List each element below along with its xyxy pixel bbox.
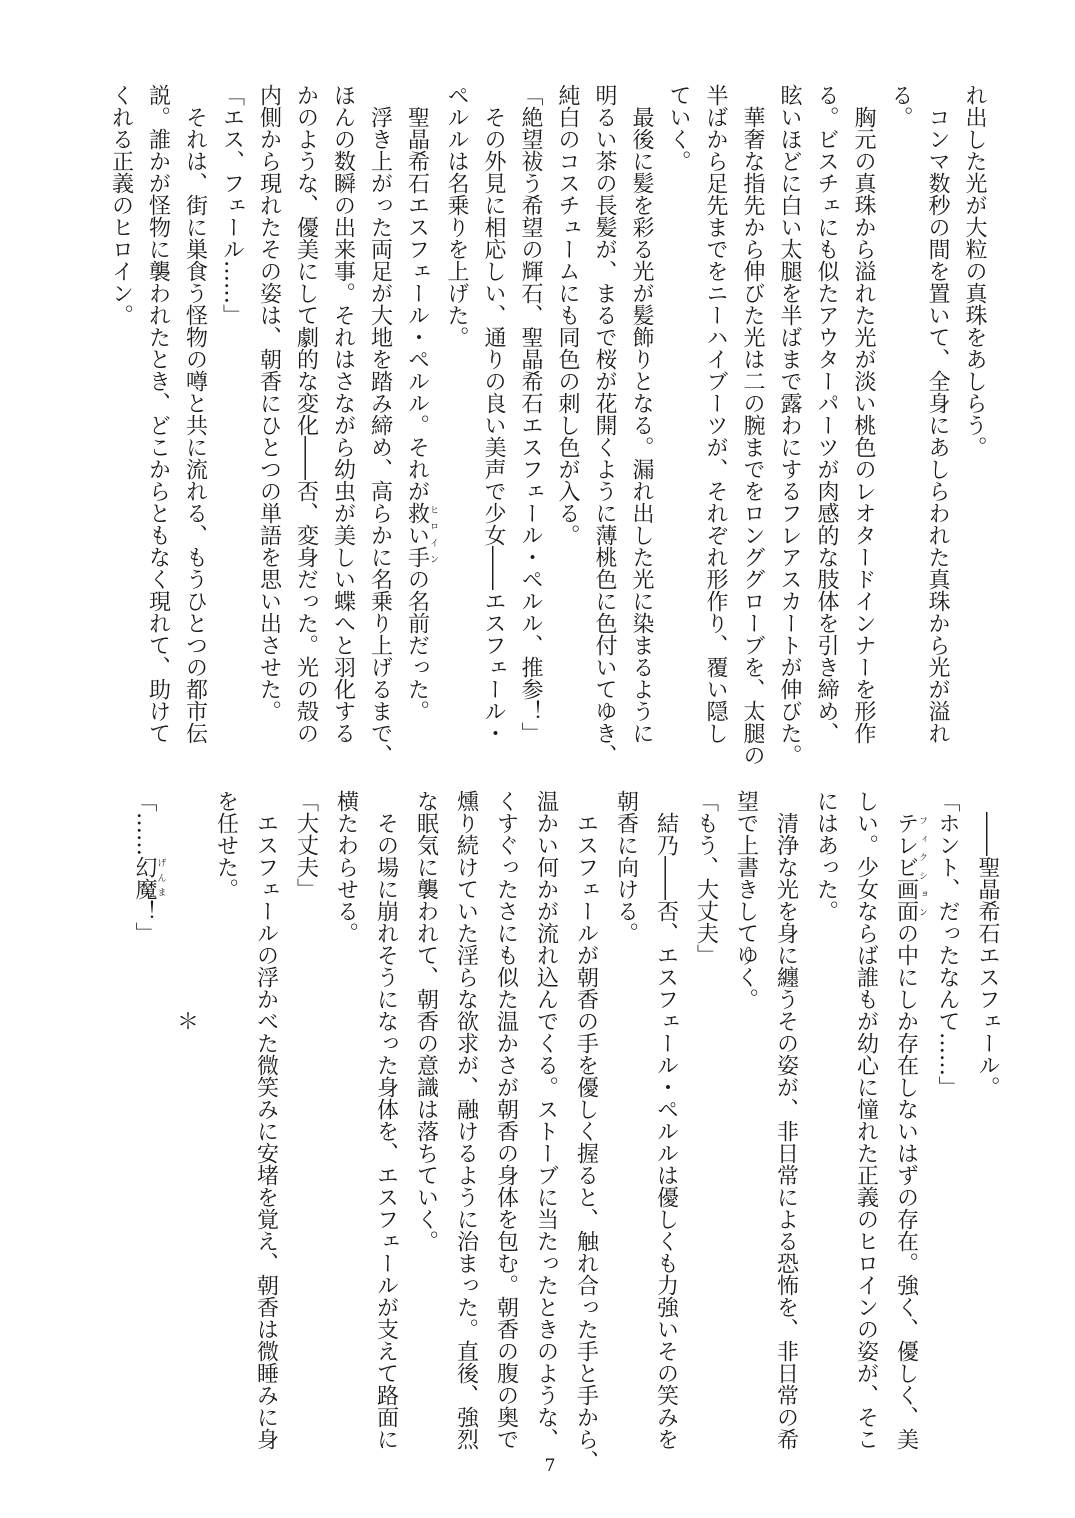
lower-text-block (127, 790, 1007, 1478)
text-line: エスフェールが朝香の手を優しく握ると、触れ合った手と手から、 (573, 790, 599, 1472)
text-line: 温かい何かが流れ込んでくる。ストーブに当たったときのような、 (533, 790, 559, 1450)
text-line: にはあった。 (813, 790, 839, 922)
text-line: 半ばから足先までをニーハイブーツが、それぞれ形作り、覆い隠し (703, 84, 728, 744)
text-line: 「エス、フェール……」 (219, 84, 245, 326)
text-line: 「もう、大丈夫」 (693, 790, 719, 966)
text-line: 華奢な指先から伸びた光は二の腕までをロンググローブを、太腿の (740, 84, 765, 766)
text-line: コンマ数秒の間を置いて、全身にあしらわれた真珠から光が溢れ (925, 84, 950, 744)
text-line: 清浄な光を身に纏うその姿が、非日常による恐怖を、非日常の希 (773, 790, 799, 1450)
text-line: 眩いほどに白い太腿を半ばまで露わにするフレアスカートが伸びた。 (777, 84, 802, 766)
text-line: 明るい茶の長髪が、まるで桜が花開くように薄桃色に色付いてゆき、 (592, 84, 617, 766)
text-line: 胸元の真珠から溢れた光が淡い桃色のレオタードインナーを形作 (851, 84, 876, 744)
text-line: 「絶望祓う希望の輝石、聖晶希石エスフェール・ペルル、推参！」 (518, 84, 543, 744)
text-line: ＊ (173, 790, 199, 1032)
text-line: 説。誰かが怪物に襲われたとき、どこからともなく現れて、助けて (145, 84, 171, 744)
text-line: 内側から現れたその姿は、朝香にひとつの単語を思い出させた。 (256, 84, 282, 722)
text-line: その外見に相応しい、通りの良い美声で少女――エスフェール・ (481, 84, 506, 744)
text-line: テレビ画面フィクションの中にしか存在しないはずの存在。強く、優しく、美 (893, 812, 927, 1450)
text-line: くれる正義のヒロイン。 (108, 84, 134, 326)
text-line: 朝香に向ける。 (613, 790, 639, 944)
text-line: る。ビスチェにも似たアウターパーツが肉感的な肢体を引き締め、 (814, 84, 839, 744)
text-line: ほんの数瞬の出来事。それはさながら幼虫が美しい蝶へと羽化する (330, 84, 356, 744)
text-line: な眠気に襲われて、朝香の意識は落ちていく。 (413, 790, 439, 1252)
text-line: 望で上書きしてゆく。 (733, 790, 759, 1010)
text-line: ペルルは名乗りを上げた。 (444, 84, 469, 348)
text-line: しい。少女ならば誰もが幼心に憧れた正義のヒロインの姿が、そこ (853, 790, 879, 1450)
upper-text-block (105, 84, 993, 772)
text-line: 「大丈夫」 (293, 790, 319, 900)
text-line: る。 (888, 84, 913, 128)
text-line: 聖晶希石エスフェール・ペルル。それが救い手ヒロインの名前だった。 (404, 84, 438, 722)
text-line: 最後に髪を彩る光が髪飾りとなる。漏れ出した光に染まるように (629, 84, 654, 744)
text-line: を任せた。 (213, 790, 239, 900)
text-line: エスフェールの浮かべた微笑みに安堵を覚え、朝香は微睡みに身 (253, 790, 279, 1450)
text-line: ――聖晶希石エスフェール。 (975, 790, 1000, 1098)
text-line: 結乃――否、エスフェール・ペルルは優しくも力強いその笑みを (653, 790, 679, 1450)
text-line: くすぐったさにも似た温かさが朝香の身体を包む。朝香の腹の奥で (493, 790, 519, 1450)
text-line: ていく。 (666, 84, 691, 172)
text-line: れ出した光が大粒の真珠をあしらう。 (962, 84, 987, 458)
text-line: 横たわらせる。 (333, 790, 359, 944)
page-number: 7 (544, 1456, 556, 1476)
text-line: 浮き上がった両足が大地を踏み締め、高らかに名乗り上げるまで、 (367, 84, 393, 766)
text-line: 燻り続けていた淫らな欲求が、融けるように治まった。直後、強烈 (453, 790, 479, 1450)
text-line: 「ホント、だったなんて……」 (935, 790, 960, 1098)
text-line: 純白のコスチュームにも同色の刺し色が入る。 (555, 84, 580, 546)
text-line: 「……幻魔げんま！」 (132, 790, 166, 944)
text-line: その場に崩れそうになった身体を、エスフェールが支えて路面に (373, 790, 399, 1450)
text-line: それは、街に巣食う怪物の噂と共に流れる、もうひとつの都市伝 (182, 84, 208, 744)
text-line: かのような、優美にして劇的な変化――否、変身だった。光の殻の (293, 84, 319, 744)
